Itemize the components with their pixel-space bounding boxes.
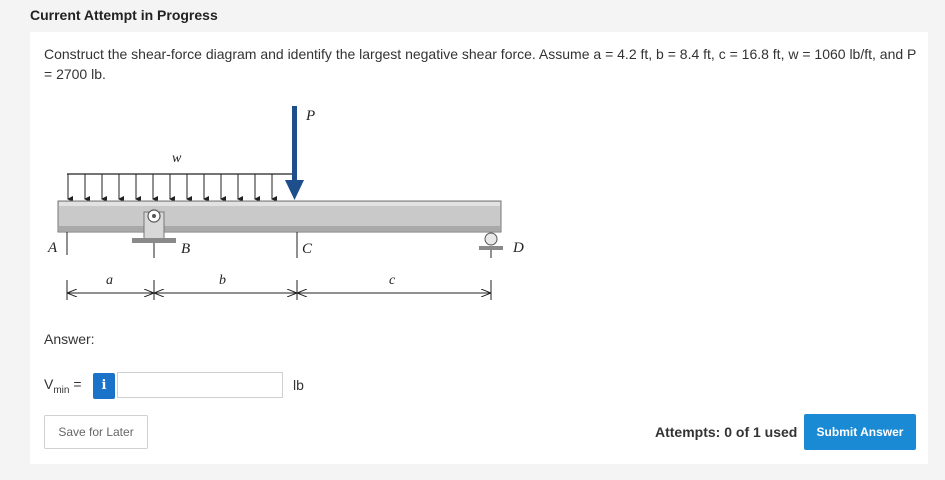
dimension-lines [67,280,491,300]
unit-label: lb [293,377,304,393]
roller-support-d [479,233,503,258]
label-dim-c: c [389,273,396,288]
distributed-load [67,174,297,199]
label-w: w [172,151,182,166]
save-for-later-button[interactable]: Save for Later [44,415,148,449]
label-b-point: B [181,241,191,257]
answer-input[interactable] [117,372,283,398]
vmin-equals: = [73,376,82,392]
label-dim-a: a [106,273,113,288]
attempt-title: Current Attempt in Progress [30,7,218,23]
label-p: P [306,108,316,124]
question-text: Construct the shear-force diagram and identify the largest negative shear force. Assume a = 4.2 ft, b = 8.4 ft, c = 16.8 ft, w = 1060 lb/ft, and P = 2700 lb. [44,46,917,82]
info-icon[interactable]: i [93,373,115,399]
label-dim-b: b [219,273,226,288]
vmin-subscript: min [53,384,70,396]
attempts-counter: Attempts: 0 of 1 used [655,424,798,440]
answer-label: Answer: [44,331,95,347]
vmin-variable: V [44,376,54,392]
label-d-point: D [513,240,524,256]
vmin-label [44,376,82,396]
label-c-point: C [302,241,313,257]
label-a-point: A [48,240,58,256]
point-load-arrow [285,106,304,200]
beam [58,201,501,255]
submit-answer-button[interactable]: Submit Answer [804,414,916,450]
